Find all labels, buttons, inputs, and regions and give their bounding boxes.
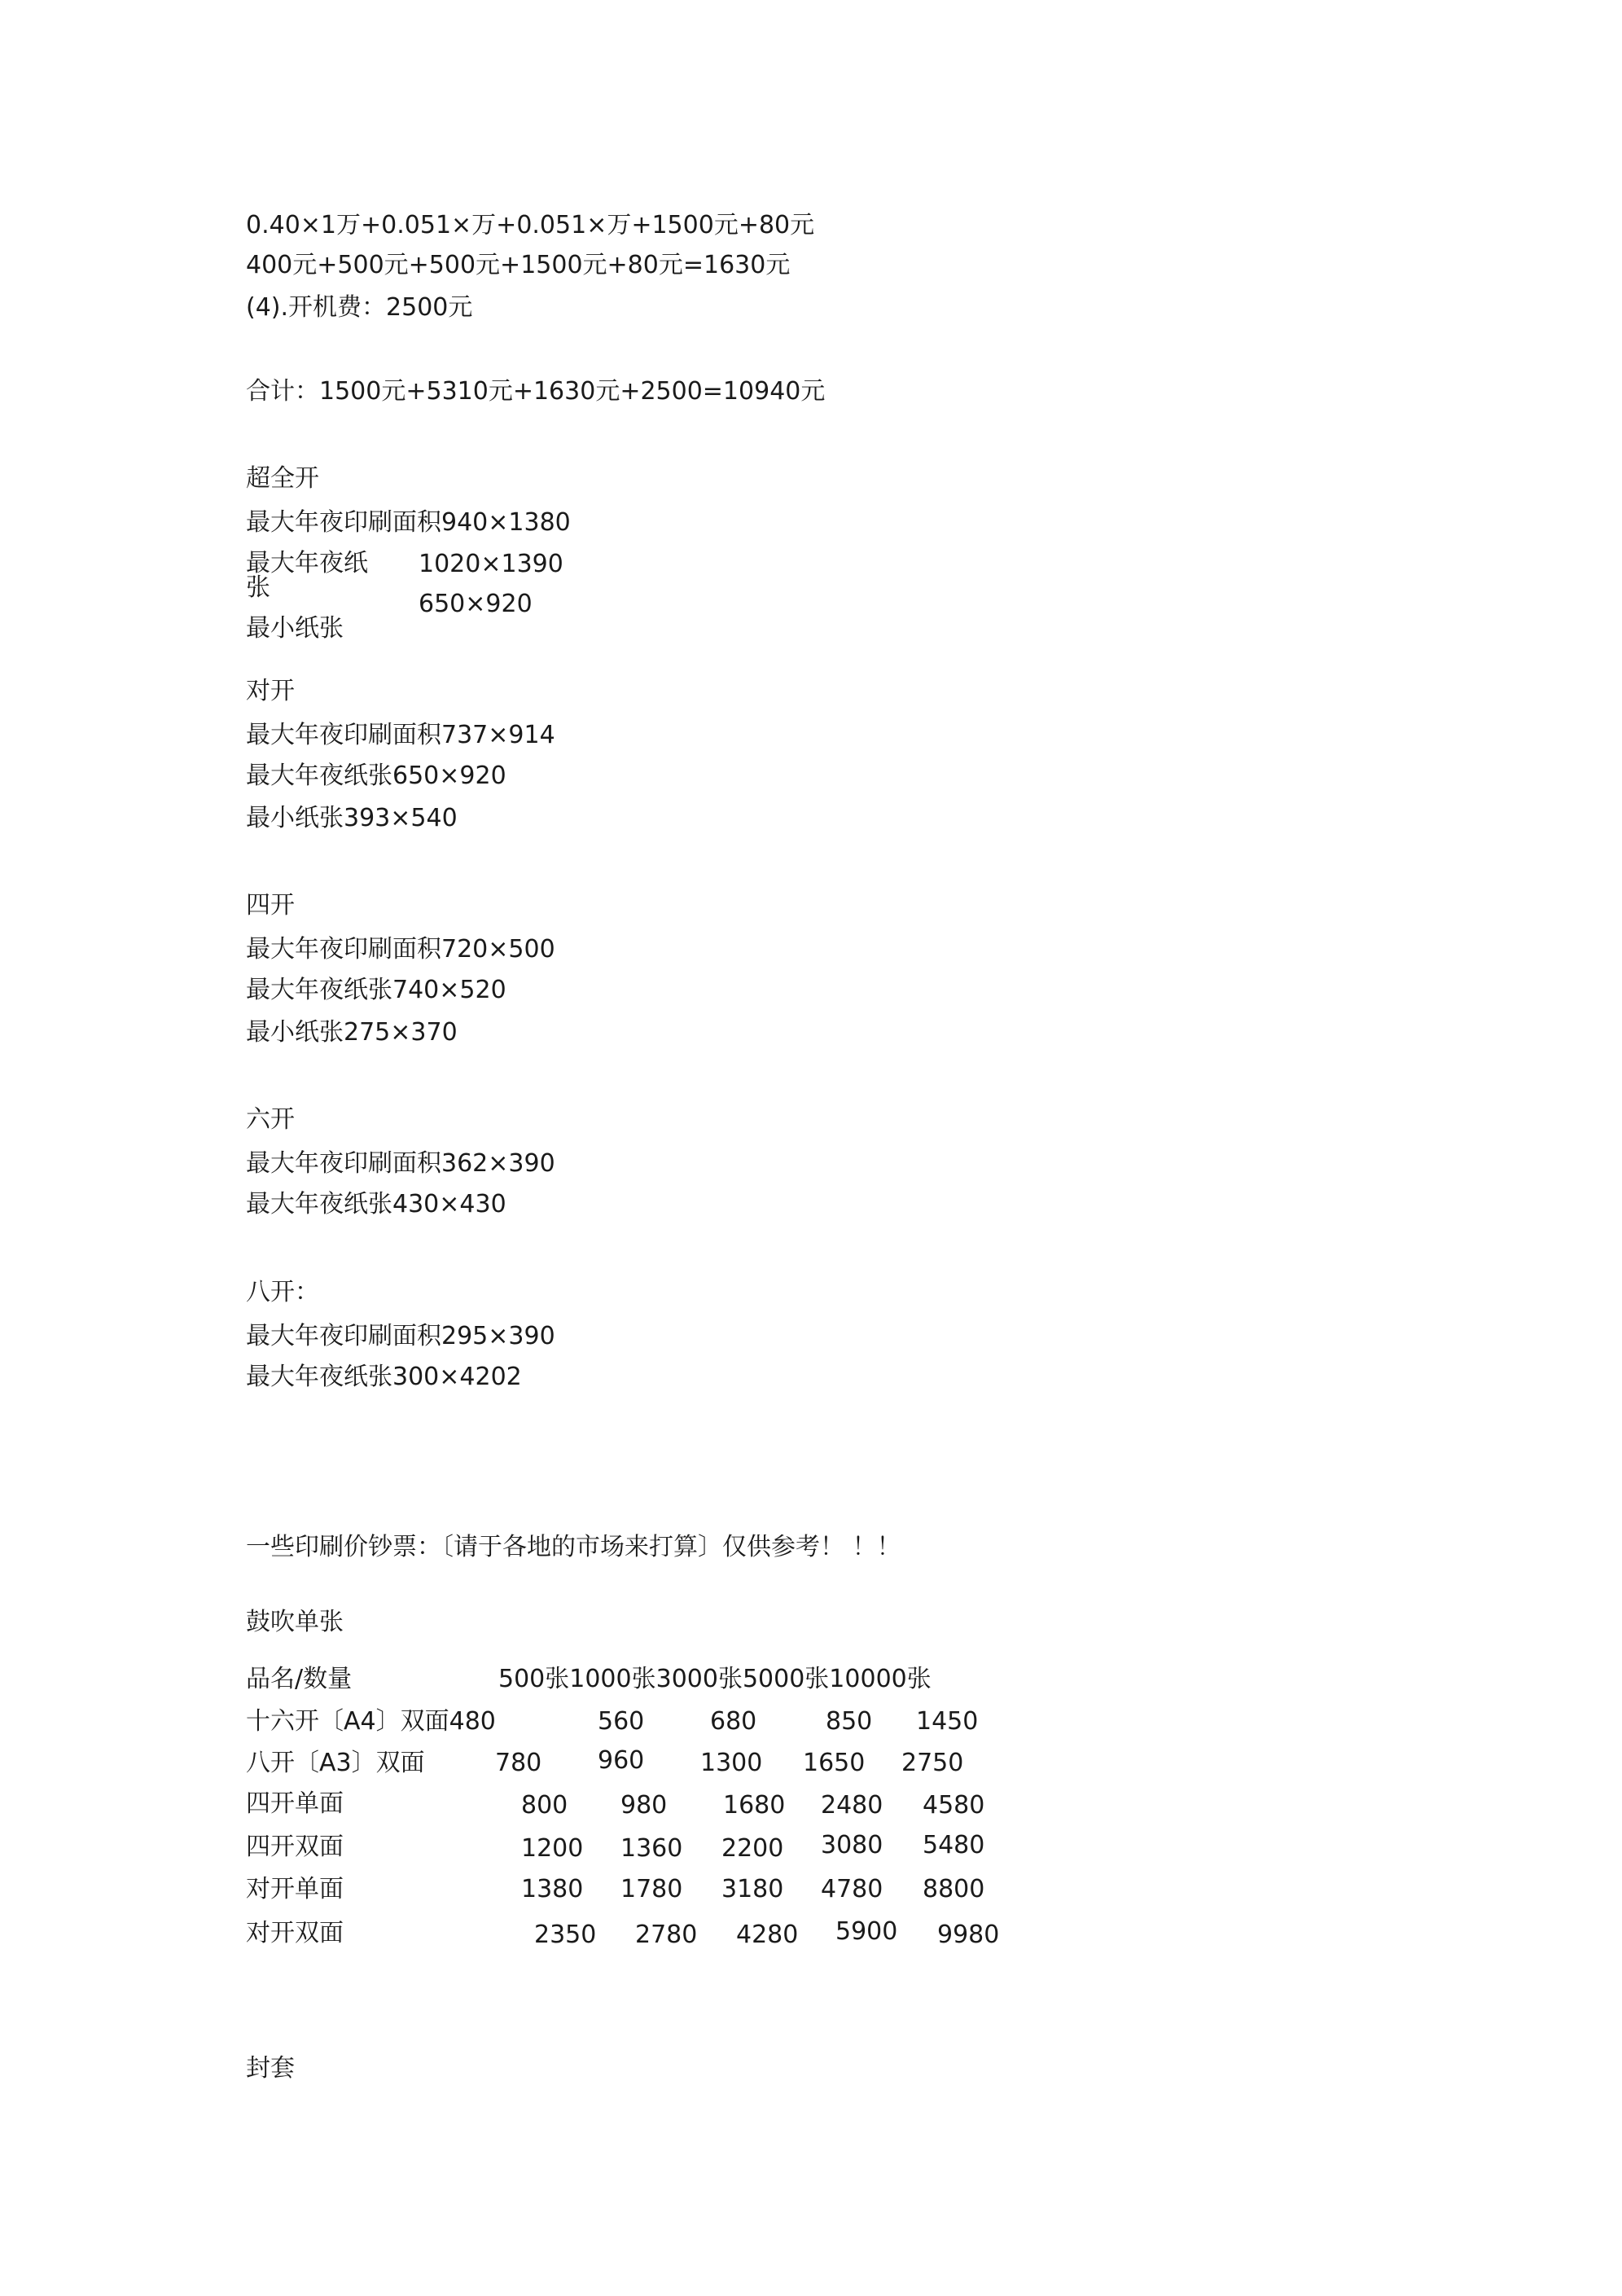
price-table-header-qty: 500张1000张3000张5000张10000张: [498, 1665, 932, 1693]
sikai-max-paper: 最大年夜纸张740×520: [246, 976, 506, 1004]
table-cell: 9980: [937, 1921, 1000, 1949]
heading-liukai: 六开: [246, 1105, 295, 1134]
heading-sikai: 四开: [246, 891, 295, 920]
table-row-name: 四开双面: [246, 1833, 344, 1861]
table-cell: 2480: [821, 1791, 883, 1820]
table-cell: 1650: [803, 1749, 866, 1777]
table-cell: 980: [620, 1791, 668, 1820]
duikai-max-paper: 最大年夜纸张650×920: [246, 762, 506, 790]
price-note: 一些印刷价钞票：〔请于各地的市场来打算〕仅供参考！ ！！: [246, 1533, 901, 1561]
super-full-min-paper-value: 650×920: [419, 590, 533, 618]
table-cell: 2200: [721, 1834, 784, 1863]
table-cell: 960: [598, 1746, 645, 1775]
calc-total: 合计：1500元+5310元+1630元+2500=10940元: [246, 377, 826, 406]
heading-flyer: 鼓吹单张: [246, 1608, 344, 1636]
calc-line-3: (4).开机费：2500元: [246, 293, 473, 322]
calc-line-1: 0.40×1万+0.051×万+0.051×万+1500元+80元: [246, 211, 815, 239]
table-cell: 680: [710, 1707, 757, 1736]
sikai-min-paper: 最小纸张275×370: [246, 1018, 458, 1047]
bakai-max-paper: 最大年夜纸张300×4202: [246, 1363, 522, 1391]
table-cell: 850: [826, 1707, 873, 1736]
table-cell: 1300: [700, 1749, 763, 1777]
table-cell: 2780: [635, 1921, 698, 1949]
heading-envelope: 封套: [246, 2054, 295, 2083]
table-cell: 560: [598, 1707, 645, 1736]
table-row-name: 对开单面: [246, 1875, 344, 1903]
super-full-max-print: 最大年夜印刷面积940×1380: [246, 508, 571, 537]
table-cell: 1380: [521, 1875, 584, 1903]
duikai-min-paper: 最小纸张393×540: [246, 804, 458, 832]
table-cell: 2750: [901, 1749, 964, 1777]
heading-duikai: 对开: [246, 677, 295, 705]
price-table-header-label: 品名/数量: [246, 1665, 353, 1693]
table-cell: 2350: [534, 1921, 597, 1949]
super-full-max-paper-label-2: 张: [246, 573, 270, 602]
heading-bakai: 八开：: [246, 1278, 319, 1306]
bakai-max-print: 最大年夜印刷面积295×390: [246, 1322, 555, 1350]
super-full-min-paper-label: 最小纸张: [246, 614, 344, 643]
table-cell: 5480: [923, 1831, 985, 1859]
super-full-max-paper-value: 1020×1390: [419, 550, 563, 578]
sikai-max-print: 最大年夜印刷面积720×500: [246, 935, 555, 964]
table-cell: 4580: [923, 1791, 985, 1820]
table-cell: 1780: [620, 1875, 683, 1903]
table-cell: 3080: [821, 1831, 883, 1859]
table-row-name: 对开双面: [246, 1919, 344, 1947]
table-cell: 4280: [736, 1921, 799, 1949]
table-row-name: 八开〔A3〕双面: [246, 1749, 425, 1777]
liukai-max-paper: 最大年夜纸张430×430: [246, 1190, 506, 1218]
table-cell: 1680: [723, 1791, 786, 1820]
table-row-name: 四开单面: [246, 1789, 344, 1818]
table-cell: 8800: [923, 1875, 985, 1903]
table-cell: 3180: [721, 1875, 784, 1903]
calc-line-2: 400元+500元+500元+1500元+80元=1630元: [246, 251, 791, 279]
table-row-name: 十六开〔A4〕双面480: [246, 1707, 496, 1736]
heading-super-full: 超全开: [246, 464, 319, 493]
liukai-max-print: 最大年夜印刷面积362×390: [246, 1149, 555, 1178]
table-cell: 4780: [821, 1875, 883, 1903]
duikai-max-print: 最大年夜印刷面积737×914: [246, 721, 555, 749]
super-full-max-paper-label-1: 最大年夜纸: [246, 549, 368, 577]
table-cell: 5900: [835, 1917, 898, 1946]
table-cell: 800: [521, 1791, 568, 1820]
table-cell: 780: [495, 1749, 542, 1777]
table-cell: 1450: [916, 1707, 979, 1736]
table-cell: 1200: [521, 1834, 584, 1863]
table-cell: 1360: [620, 1834, 683, 1863]
